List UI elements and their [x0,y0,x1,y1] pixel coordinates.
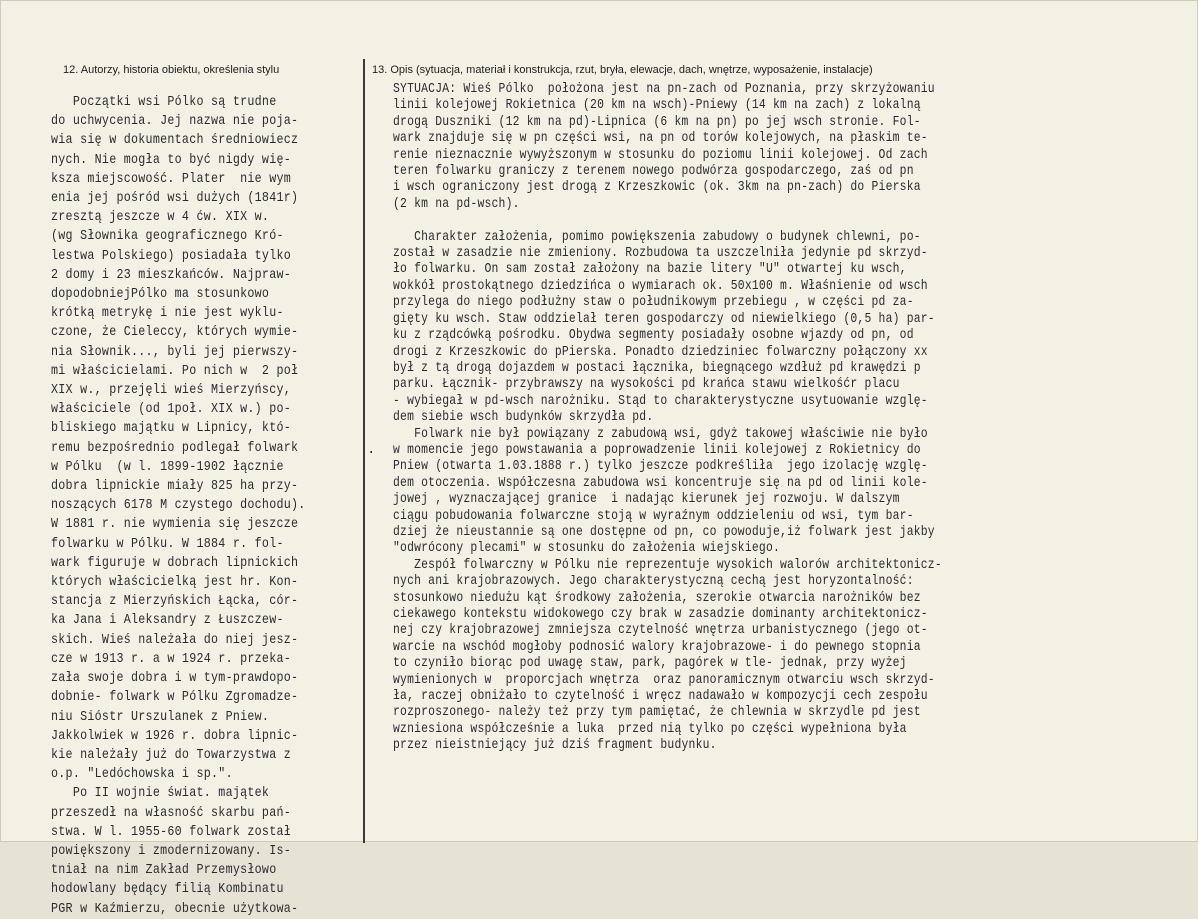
history-text-line: o.p. "Ledóchowska i sp.". [51,767,233,783]
description-text-line: wark znajduje się w pn części wsi, na pn od torów kolejowych, na płaskim te- [393,131,928,147]
history-text-line: wark figuruje w dobrach lipnickich [51,555,299,571]
description-text-line: wymienionych w proporcjach wnętrza oraz panoramicznym otwarciu wsch skrzyd- [393,672,935,688]
history-text-line: folwarku w Pólku. W 1884 r. fol- [51,536,284,552]
description-text-column [393,82,1058,755]
history-text-line: przeszedł na własność skarbu pań- [51,805,292,821]
description-text-line: gięty ku wsch. Staw oddzielał teren gospodarczy od niewielkiego (0,5 ha) par- [393,311,935,327]
description-text-line: i wsch ograniczony jest drogą z Krzeszkowic (ok. 3km na pn-zach) do Pierska [393,180,921,196]
description-text-line: drogą Duszniki (12 km na pd)-Lipnica (6 km na pn) po jej wsch stronie. Fol- [393,114,921,130]
history-text-line: nych. Nie mogła to być nigdy wię- [51,152,292,168]
margin-dot: . [367,442,376,458]
history-text-line: dobnie- folwark w Pólku Zgromadze- [51,690,299,706]
description-text-line: przez nieistniejący już dziś fragment budynku. [393,738,717,754]
history-text-line: których właścicielką jest hr. Kon- [51,575,299,591]
history-text-line: ka Jana i Aleksandry z Łuszczew- [51,613,284,629]
history-text-line: cze w 1913 r. a w 1924 r. przeka- [51,651,292,667]
history-text-line: krótką metrykę i nie jest wyklu- [51,306,284,322]
history-text-line: stwa. W l. 1955-60 folwark został [51,824,292,840]
description-text-line: ku z rządcówką pośrodku. Obydwa segmenty posiadały osobne wjazdy od pn, od [393,328,914,344]
description-text-line: Zespół folwarczny w Pólku nie reprezentuje wysokich walorów architektonicz- [393,557,942,573]
description-text-line: drogi z Krzeszkowic do pPierska. Ponadto dziedziniec folwarczny połączony xx [393,344,928,360]
section-12-header: 12. Autorzy, historia obiektu, określenia stylu [63,64,280,76]
column-divider [363,59,365,843]
description-text-line: był z tą drogą dojazdem w postaci łącznika, biegnącego wzdłuż pd krawędzi p [393,360,921,376]
description-text-line: (2 km na pd-wsch). [393,196,520,212]
description-text-line: ciekawego kontekstu widokowego czy brak w zasadzie dominanty architektonicz- [393,607,928,622]
description-text-line: "odwrócony plecami" w stosunku do założenia wiejskiego. [393,541,781,557]
history-text-line: nia Słownik..., byli jej pierwszy- [51,344,299,360]
history-text-line: hodowlany będący filią Kombinatu [51,882,284,898]
history-text-line: W 1881 r. nie wymienia się jeszcze [51,517,299,533]
history-text-line: dopodobniejPólko ma stosunkowo [51,287,270,303]
history-text-line: właściciele (od 1poł. XIX w.) po- [51,402,292,418]
description-text-line: wokkół prostokątnego dziedzińca o wymiarach ok. 50x100 m. Właśnienie od wsch [393,278,928,294]
history-text-line: enia jej pośród wsi dużych (1841r) [51,191,299,207]
description-text-line: stosunkowo niedużu kąt środkowy założenia, szerokie otwarcia narożników bez [393,590,921,606]
description-text-line: teren folwarku graniczy z terenem nowego podwórza gospodarczego, zaś od pn [393,164,914,180]
history-text-line: wia się w dokumentach średniowiecz [51,133,299,149]
description-text-line: Pniew (otwarta 1.03.1888 r.) tylko jeszcze podkreśliła jego izolację wzglę- [393,459,928,475]
history-text-line: zała swoje dobra i w tym-prawdopo- [51,671,299,687]
description-text-line: wzniesiona współcześnie a luka przed nią tylko po części wypełniona była [393,721,907,737]
description-text-line: w momencie jego powstawania a poprowadzenie linii kolejowej z Rokietnicy do [393,442,921,458]
description-text-line: renie nieznacznie wywyższonym w stosunku do poziomu linii kolejowej. Od zach [393,147,928,163]
description-text-line: linii kolejowej Rokietnica (20 km na wsch)-Pniewy (14 km na zach) z lokalną [393,98,921,114]
description-text-line: przylega do niego podłużny staw o południkowym przebiegu , w części pd za- [393,295,914,311]
history-text-line: PGR w Kaźmierzu, obecnie użytkowa- [51,901,299,917]
history-text-line: remu bezpośrednio podlegał folwark [51,440,299,456]
description-text-line: Folwark nie był powiązany z zabudową wsi, gdyż takowej właściwie nie było [393,426,928,442]
history-text-line: ksza miejscowość. Plater nie wym [51,171,292,187]
description-text-line: nej czy krajobrazowej zmniejsza czytelność wnętrza urbanistycznego (jego ot- [393,623,928,639]
history-text-line: czone, że Cieleccy, których wymie- [51,325,299,341]
history-text-line: do uchwycenia. Jej nazwa nie poja- [51,114,299,130]
description-text-line: ło folwarku. On sam został założony na bazie litery "U" otwartej ku wsch, [393,262,907,278]
history-text-line: tniał na nim Zakład Przemysłowo [51,863,277,879]
history-text-line: noszących 6178 M czystego dochodu). [51,498,306,514]
history-text-line: w Pólku (w l. 1899-1902 łącznie [51,459,284,475]
description-text-line: został w zasadzie nie zmieniony. Rozbudowa ta uszczelniła jedynie pd skrzyd- [393,246,928,262]
section-13-header: 13. Opis (sytuacja, materiał i konstrukcja, rzut, bryła, elewacje, dach, wnętrze, wyposażenie, instalacje) [372,64,873,76]
description-text-line: to czyniło biorąc pod uwagę staw, park, pagórek w tle- jednak, przy wyżej [393,656,907,672]
history-text-line: 2 domy i 23 mieszkańców. Najpraw- [51,267,292,283]
description-text-line: Charakter założenia, pomimo powiększenia zabudowy o budynek chlewni, po- [393,229,921,245]
description-text-line: SYTUACJA: Wieś Pólko położona jest na pn-zach od Poznania, przy skrzyżowaniu [393,82,935,97]
description-text-line: rozproszonego- należy też przy tym pamiętać, że chlewnia w skrzydle pd jest [393,705,921,721]
history-text-line: (wg Słownika geograficznego Kró- [51,229,284,245]
history-text-line: Po II wojnie świat. majątek [51,786,270,802]
description-text-line: ła, raczej obniżało to czytelność i wręcz nadawało w kompozycji cech zespołu [393,689,928,705]
description-text-line: dem siebie wsch budynków skrzydła pd. [393,410,654,426]
history-text-line: XIX w., przejęli wieś Mierzyńscy, [51,383,292,399]
history-text-line: Początki wsi Pólko są trudne [51,95,277,110]
history-text-line: niu Sióstr Urszulanek z Pniew. [51,709,270,725]
description-text-line: - wybiegał w pd-wsch narożniku. Stąd to charakterystyczne usytuowanie wzglę- [393,393,928,409]
description-text-line: parku. Łącznik- przybrawszy na wysokości pd krańca stawu wielkośćr placu [393,377,900,393]
history-text-column [51,93,324,919]
history-text-line: kie należały już do Towarzystwa z [51,747,292,763]
description-text-line: ciągu pobudowania folwarczne stoją w wyraźnym oddzieleniu od wsi, tym bar- [393,508,914,524]
history-text-line: zresztą jeszcze w 4 ćw. XIX w. [51,210,270,226]
description-text-line [393,213,1058,229]
description-text-line: dziej że nieustannie są one dostępne od pn, co powoduje,iż folwark jest jakby [393,524,935,540]
history-text-line: dobra lipnickie miały 825 ha przy- [51,479,299,495]
history-text-line: stancja z Mierzyńskich Łącka, cór- [51,594,299,610]
history-text-line: bliskiego majątku w Lipnicy, któ- [51,421,292,437]
history-text-line: lestwa Polskiego) posiadała tylko [51,248,292,264]
description-text-line: dem otoczenia. Współczesna zabudowa wsi koncentruje się na pd od linii kole- [393,475,928,491]
description-text-line: nych ani krajobrazowych. Jego charakterystyczną cechą jest horyzontalność: [393,574,914,590]
history-text-line: skich. Wieś należała do niej jesz- [51,632,299,648]
description-text-line: jowej , wyznaczającej granice i nadając kierunek jej rozwoju. W dalszym [393,492,900,508]
history-text-line: mi właścicielami. Po nich w 2 poł [51,363,299,379]
history-text-line: powiększony i zmodernizowany. Is- [51,843,292,859]
description-text-line: warcie na wschód mogłoby podnosić walory krajobrazowe- i do pewnego stopnia [393,639,921,655]
history-text-line: Jakkolwiek w 1926 r. dobra lipnic- [51,728,299,744]
